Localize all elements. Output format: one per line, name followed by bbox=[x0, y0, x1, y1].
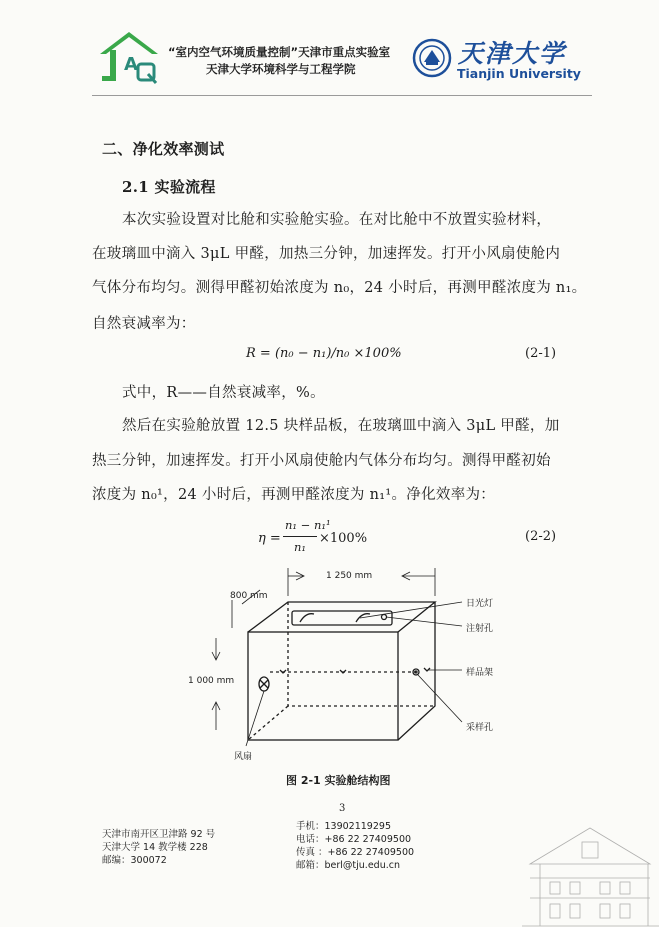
dim-length-label: 1 250 mm bbox=[326, 571, 373, 581]
iaq-logo bbox=[98, 30, 160, 86]
address-line: 天津大学 14 教学楼 228 bbox=[102, 842, 208, 853]
figure-caption: 图 2-1 实验舱结构图 bbox=[286, 774, 391, 787]
label-sampling-hole: 采样孔 bbox=[466, 723, 494, 733]
equation-2-2-numerator: n₁ − n₁¹ bbox=[285, 518, 331, 532]
paragraph-line: 本次实验设置对比舱和实验舱实验。在对比舱中不放置实验材料， bbox=[122, 212, 552, 228]
footer-contact bbox=[296, 820, 414, 872]
header-rule bbox=[92, 95, 592, 96]
equation-number-2-2: (2-2) bbox=[525, 529, 557, 544]
equation-2-2-lhs: η = bbox=[258, 531, 281, 546]
address-line: 天津市南开区卫津路 92 号 bbox=[102, 829, 216, 840]
paragraph-line: 热三分钟，加速挥发。打开小风扇使舱内气体分布均匀。测得甲醛初始 bbox=[92, 453, 551, 469]
dim-width-label: 800 mm bbox=[230, 591, 268, 601]
paragraph-line: 然后在实验舱放置 12.5 块样品板，在玻璃皿中滴入 3μL 甲醛，加 bbox=[122, 418, 560, 434]
university-name-en: Tianjin University bbox=[457, 66, 581, 81]
paragraph-line: 在玻璃皿中滴入 3μL 甲醛，加热三分钟，加速挥发。打开小风扇使舱内 bbox=[92, 246, 561, 262]
label-injection-hole: 注射孔 bbox=[466, 624, 494, 634]
contact-line: 电话：+86 22 27409500 bbox=[296, 834, 412, 845]
label-sample-rack: 样品架 bbox=[466, 668, 494, 678]
university-seal-icon bbox=[412, 38, 452, 78]
equation-2-1: R = (n₀ − n₁)/n₀ ×100% bbox=[246, 346, 402, 361]
university-name-cn: 天津大学 bbox=[458, 39, 567, 68]
contact-line: 邮箱：berl@tju.edu.cn bbox=[296, 860, 400, 871]
paragraph-line: 自然衰减率为： bbox=[92, 316, 196, 332]
equation-number-2-1: (2-1) bbox=[525, 346, 557, 361]
contact-line: 手机：13902119295 bbox=[296, 821, 391, 832]
address-line: 邮编：300072 bbox=[102, 855, 167, 866]
footer-address bbox=[102, 828, 215, 867]
equation-2-2-denominator: n₁ bbox=[294, 540, 307, 554]
equation-2-2-tail: ×100% bbox=[319, 531, 368, 546]
chamber-diagram bbox=[180, 562, 520, 772]
page-number: 3 bbox=[339, 803, 346, 814]
paragraph-line: 浓度为 n₀¹，24 小时后，再测甲醛浓度为 n₁¹。净化效率为： bbox=[92, 487, 496, 503]
fraction-bar bbox=[283, 536, 317, 537]
section-heading: 二、净化效率测试 bbox=[102, 140, 225, 158]
subsection-heading: 2.1 实验流程 bbox=[122, 178, 216, 196]
paragraph-line: 气体分布均匀。测得甲醛初始浓度为 n₀，24 小时后，再测甲醛浓度为 n₁。 bbox=[92, 280, 587, 296]
lab-name-line1: “室内空气环境质量控制”天津市重点实验室 bbox=[168, 45, 391, 59]
svg-text:A: A bbox=[124, 54, 138, 75]
where-clause: 式中，R——自然衰减率，%。 bbox=[122, 385, 325, 401]
label-lamp: 日光灯 bbox=[466, 599, 494, 609]
header bbox=[0, 0, 659, 100]
contact-line: 传真 ：+86 22 27409500 bbox=[296, 847, 415, 858]
dim-height-label: 1 000 mm bbox=[188, 676, 235, 686]
lab-name-line2: 天津大学环境科学与工程学院 bbox=[206, 62, 356, 76]
building-sketch-decoration bbox=[520, 808, 659, 927]
label-fan: 风扇 bbox=[234, 752, 253, 762]
